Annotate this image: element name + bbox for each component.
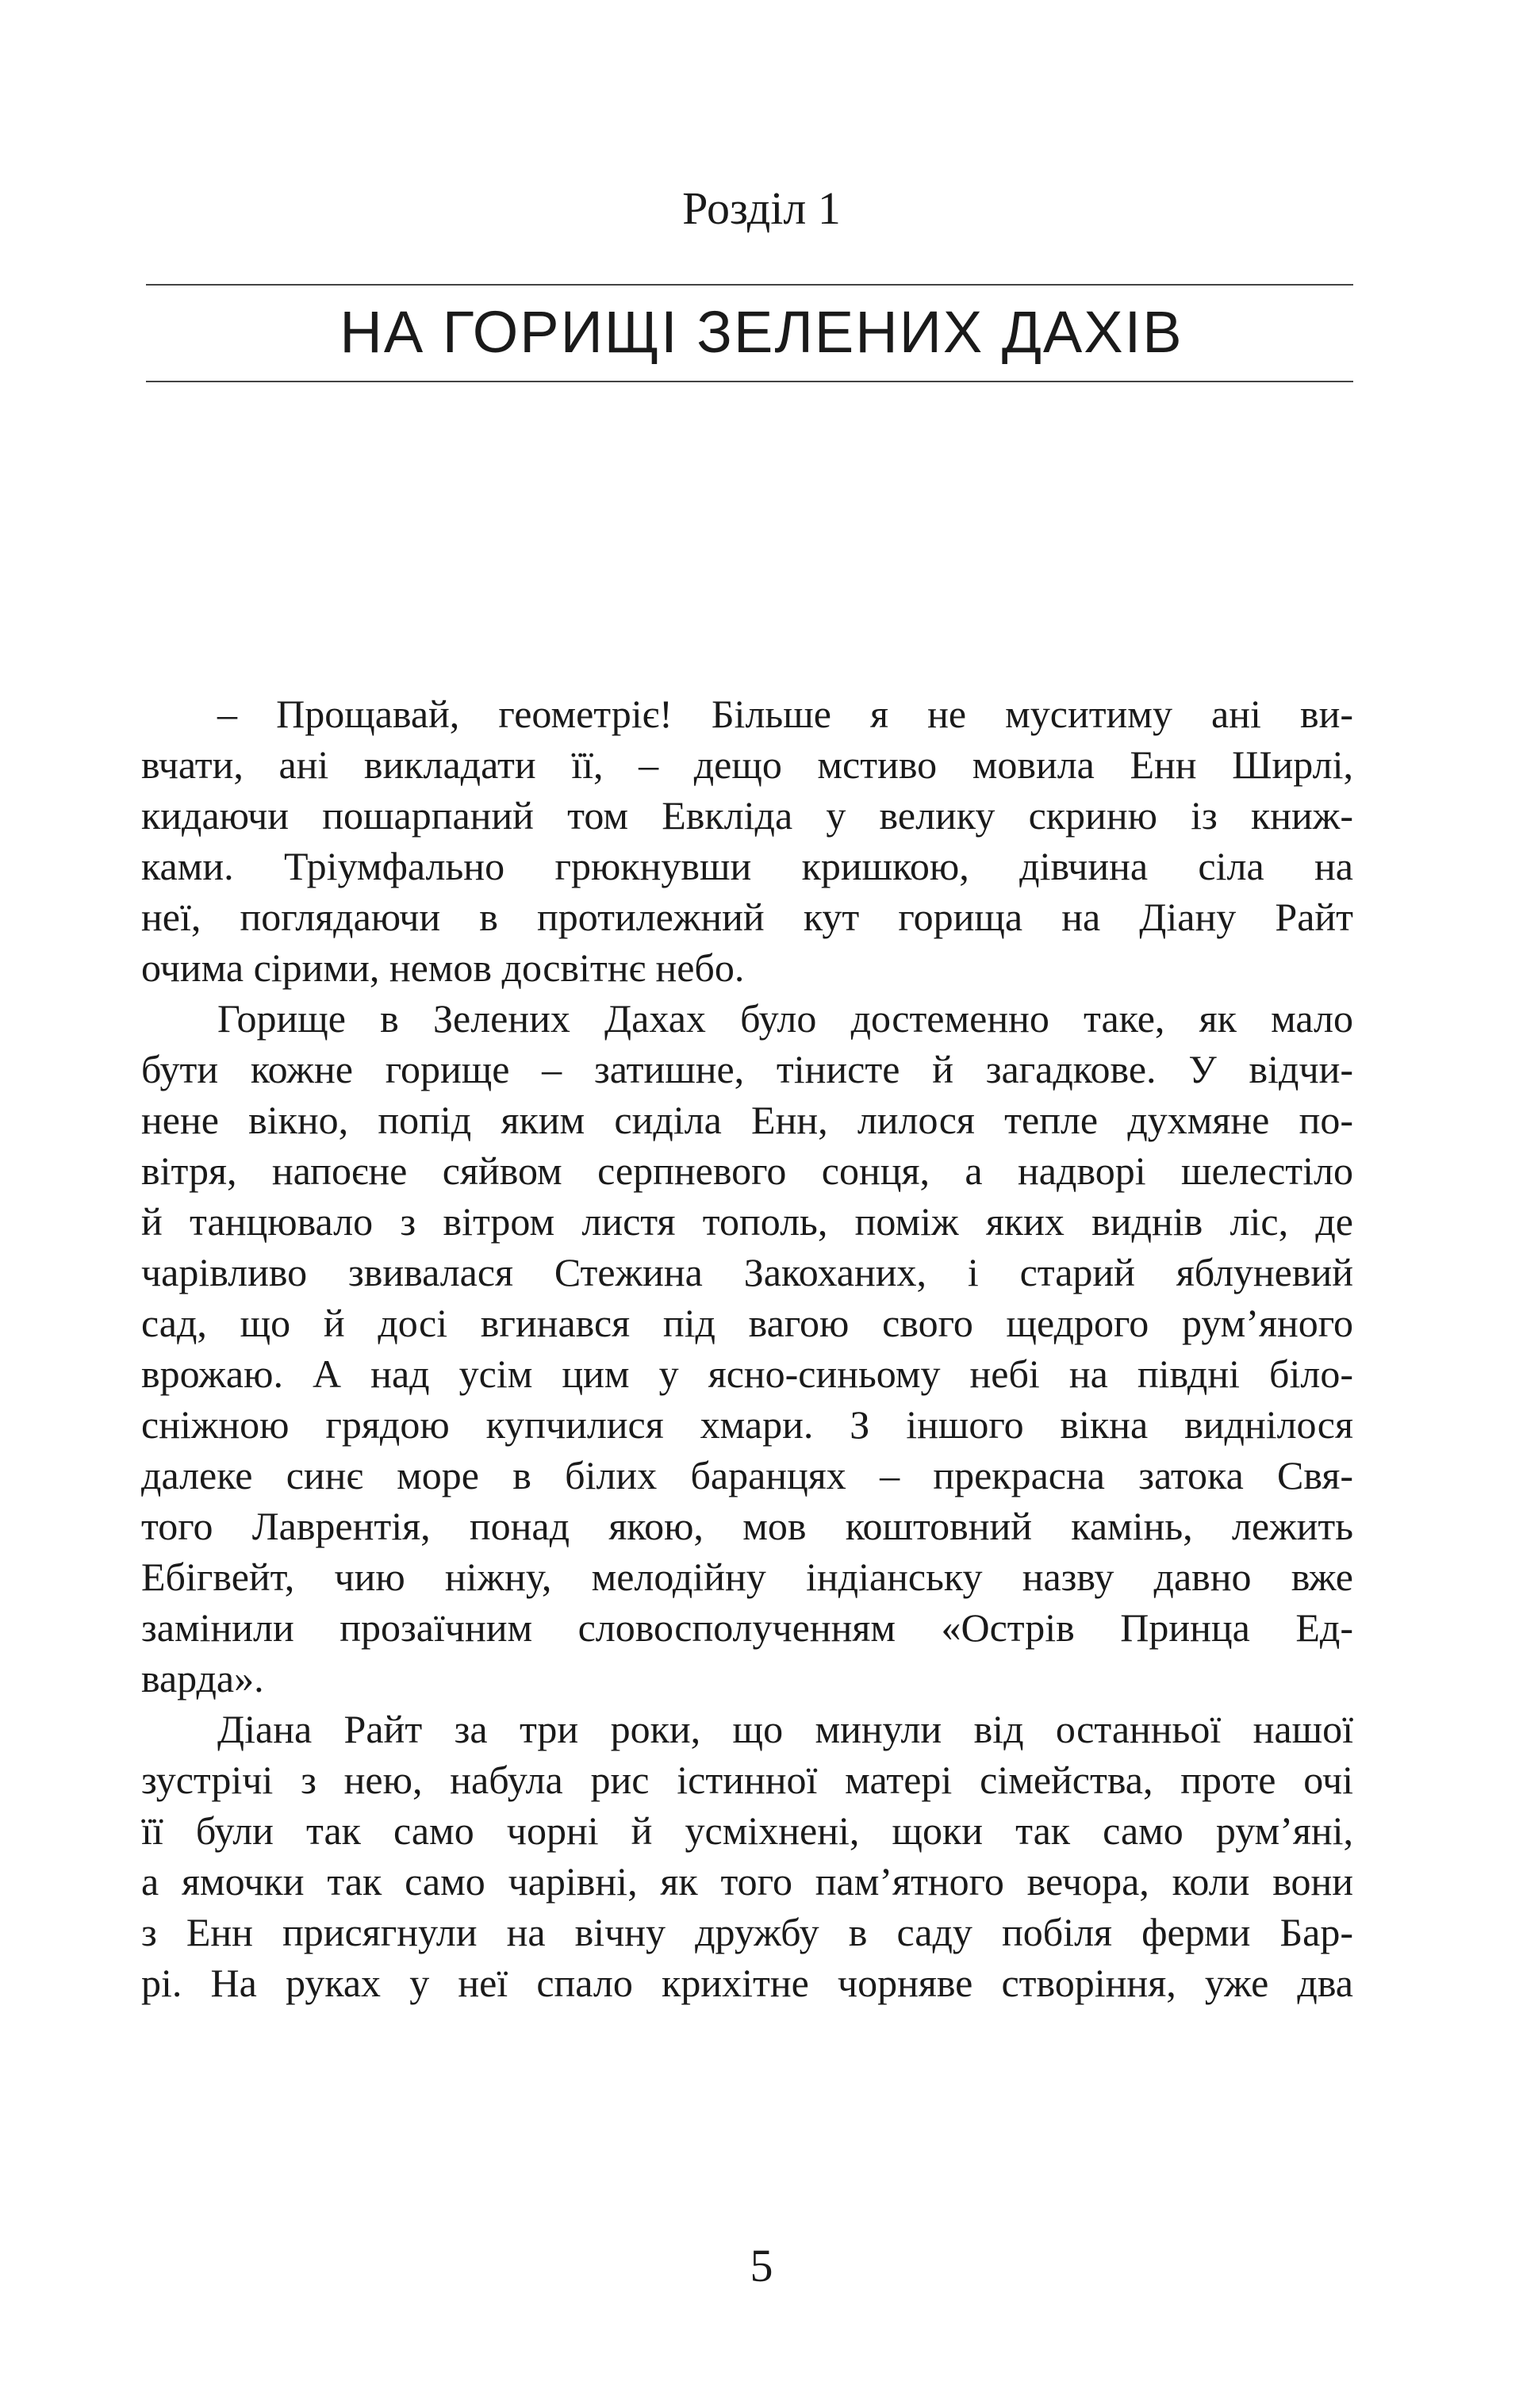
text-line: кидаючи пошарпаний том Евкліда у велику скриню із книж- xyxy=(141,793,1353,838)
text-line: рі. На руках у неї спало крихітне чорняве створіння, уже два xyxy=(141,1961,1353,2005)
text-line: її були так само чорні й усміхнені, щоки так само рум’яні, xyxy=(141,1808,1353,1853)
text-line: вчати, ані викладати її, – дещо мстиво мовила Енн Ширлі, xyxy=(141,742,1353,787)
chapter-label: Розділ 1 xyxy=(682,182,841,234)
text-line: вітря, напоєне сяйвом серпневого сонця, а надворі шелестіло xyxy=(141,1148,1353,1193)
text-line: й танцювало з вітром листя тополь, поміж яких виднів ліс, де xyxy=(141,1199,1353,1244)
text-line: Горище в Зелених Дахах було достеменно таке, як мало xyxy=(217,996,1353,1041)
text-line: Діана Райт за три роки, що минули від останньої нашої xyxy=(217,1707,1353,1751)
text-line: – Прощавай, геометріє! Більше я не муситиму ані ви- xyxy=(217,692,1353,736)
text-line: чарівливо звивалася Стежина Закоханих, і старий яблуневий xyxy=(141,1250,1353,1294)
text-line: Ебігвейт, чию ніжну, мелодійну індіанську назву давно вже xyxy=(141,1555,1353,1599)
text-line: бути кожне горище – затишне, тінисте й загадкове. У відчи- xyxy=(141,1047,1353,1091)
title-rule-top xyxy=(146,284,1353,286)
body-text xyxy=(141,688,1353,2008)
text-line: а ямочки так само чарівні, як того пам’ятного вечора, коли вони xyxy=(141,1859,1353,1904)
text-line: того Лаврентія, понад якою, мов коштовний камінь, лежить xyxy=(141,1504,1353,1548)
text-line: варда». xyxy=(141,1656,264,1701)
text-line: неї, поглядаючи в протилежний кут горища на Діану Райт xyxy=(141,895,1353,939)
text-line: сніжною грядою купчилися хмари. З іншого вікна виднілося xyxy=(141,1402,1353,1447)
title-rule-bottom xyxy=(146,381,1353,382)
text-line: врожаю. А над усім цим у ясно-синьому небі на півдні біло- xyxy=(141,1352,1353,1396)
text-line: сад, що й досі вгинався під вагою свого щедрого рум’яного xyxy=(141,1301,1353,1345)
text-line: далеке синє море в білих баранцях – прекрасна затока Свя- xyxy=(141,1453,1353,1497)
text-line: замінили прозаїчним словосполученням «Острів Принца Ед- xyxy=(141,1605,1353,1650)
text-line: нене вікно, попід яким сиділа Енн, лилося тепле духмяне по- xyxy=(141,1098,1353,1142)
page-number: 5 xyxy=(750,2240,773,2291)
chapter-title: НА ГОРИЩІ ЗЕЛЕНИХ ДАХІВ xyxy=(340,299,1183,365)
text-line: з Енн присягнули на вічну дружбу в саду побіля ферми Бар- xyxy=(141,1910,1353,1954)
text-line: зустрічі з нею, набула рис істинної матері сімейства, проте очі xyxy=(141,1758,1353,1802)
text-line: ками. Тріумфально грюкнувши кришкою, дівчина сіла на xyxy=(141,844,1353,888)
text-line: очима сірими, немов досвітнє небо. xyxy=(141,945,745,990)
